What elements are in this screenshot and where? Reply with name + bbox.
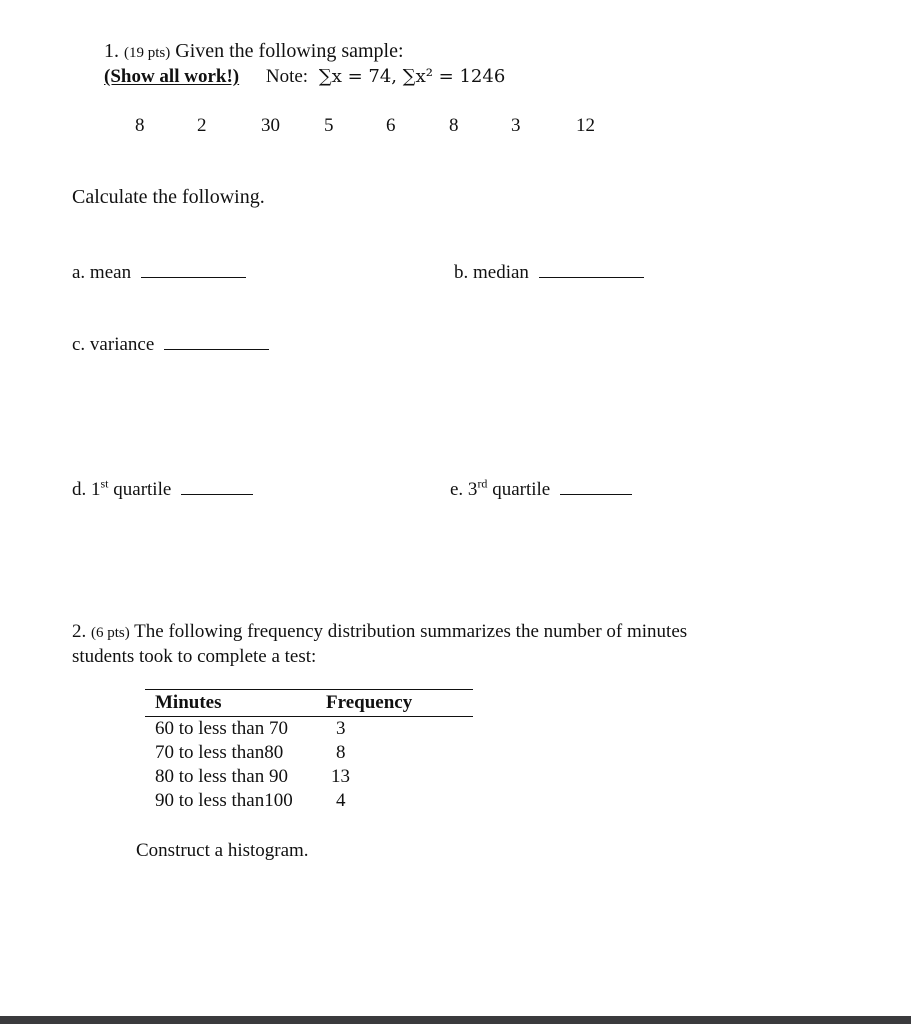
part-d-sup: st [100, 476, 109, 491]
table-cell-frequency: 8 [336, 742, 346, 763]
sample-value: 5 [324, 115, 334, 136]
mean-answer-blank[interactable] [141, 259, 246, 278]
first-quartile-answer-blank[interactable] [181, 476, 253, 495]
variance-answer-blank[interactable] [164, 331, 269, 350]
note-label: Note: [265, 66, 309, 87]
q2-points: (6 pts) [91, 625, 130, 641]
q2-prompt-line1: The following frequency distribution summarizes the number of minutes [134, 621, 688, 642]
table-cell-frequency: 13 [331, 766, 350, 787]
part-e-label-suffix: quartile [487, 479, 551, 500]
q1-note-line [104, 66, 505, 88]
part-d [72, 476, 253, 501]
third-quartile-answer-blank[interactable] [560, 476, 632, 495]
part-e-sup: rd [477, 476, 488, 491]
viewer-bottom-bar [0, 1016, 911, 1024]
part-b [454, 259, 644, 284]
part-d-label-suffix: quartile [108, 479, 172, 500]
sample-value: 12 [576, 115, 595, 136]
q1-points: (19 pts) [124, 45, 171, 61]
part-b-label: b. median [454, 262, 529, 283]
q1-prompt: Given the following sample: [175, 40, 404, 62]
part-e-label-prefix: e. 3 [450, 479, 478, 500]
header-minutes: Minutes [155, 692, 222, 713]
table-cell-minutes: 60 to less than 70 [155, 718, 288, 739]
sample-value: 30 [261, 115, 280, 136]
table-cell-minutes: 80 to less than 90 [155, 766, 288, 787]
q1-header [104, 40, 404, 63]
header-frequency: Frequency [326, 692, 413, 713]
table-header-rule [145, 716, 473, 717]
table-cell-frequency: 4 [336, 790, 346, 811]
sample-value: 3 [511, 115, 521, 136]
median-answer-blank[interactable] [539, 259, 644, 278]
sample-value: 8 [135, 115, 145, 136]
table-cell-minutes: 90 to less than100 [155, 790, 293, 811]
table-top-rule [145, 689, 473, 690]
q2-header [72, 621, 687, 643]
part-c [72, 331, 269, 356]
sample-value: 6 [386, 115, 396, 136]
sample-value: 8 [449, 115, 459, 136]
part-a [72, 259, 246, 284]
q1-instruction: Calculate the following. [72, 186, 265, 208]
q1-number: 1. [104, 40, 119, 62]
part-a-label: a. mean [72, 262, 132, 283]
show-work-label: (Show all work!) [104, 66, 240, 87]
table-cell-frequency: 3 [336, 718, 346, 739]
part-e [450, 476, 632, 501]
part-c-label: c. variance [72, 334, 155, 355]
note-formula: ∑x = 74, ∑x² = 1246 [318, 66, 506, 87]
sample-value: 2 [197, 115, 207, 136]
part-d-label-prefix: d. 1 [72, 479, 101, 500]
q2-number: 2. [72, 621, 87, 642]
table-cell-minutes: 70 to less than80 [155, 742, 284, 763]
q2-task: Construct a histogram. [136, 840, 309, 861]
q2-prompt-line2: students took to complete a test: [72, 646, 317, 667]
